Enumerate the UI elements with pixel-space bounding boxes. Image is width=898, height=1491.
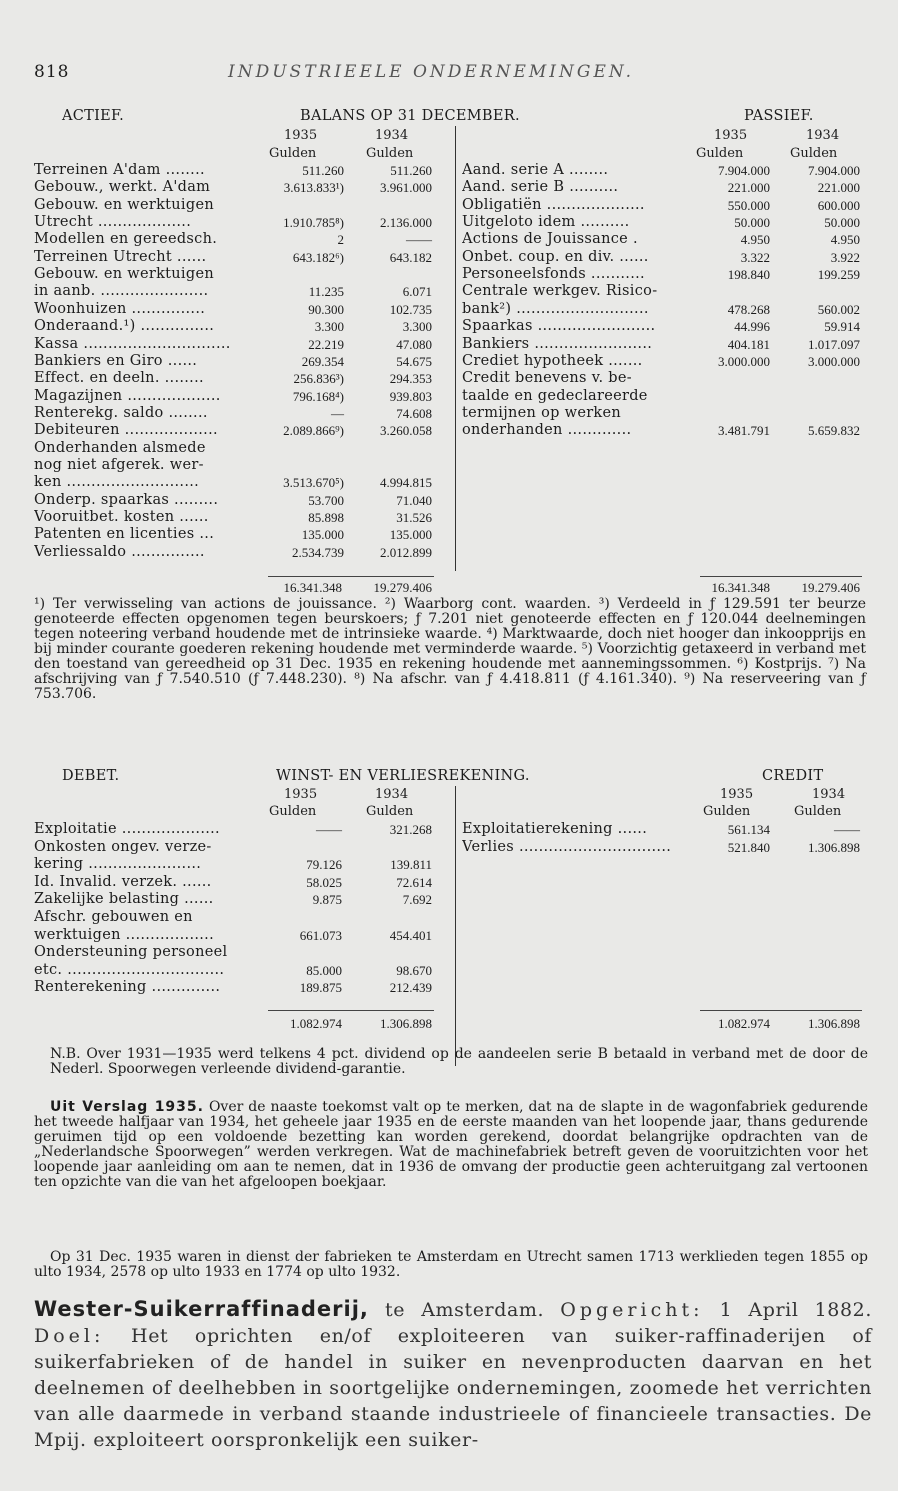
actief-row-value-1935: 135.000 bbox=[301, 527, 344, 543]
verslag-text-1: Over de naaste toekomst valt op te merken, dat na de slapte in de wagonfabriek gedurende het tweede halfjaar van 1934, het geheele jaar 1935 en de eerste maanden van het loopende jaar, thans gedurende geruimen tijd op een voldoende bezetting kan worden gerekend, doordat belangrijke opdrachten van de „Nederlandsche Spoorwegen” werden verkregen. Wat de machinefabriek betreft geven de vooruitzichten voor het loopende jaar aanleiding om aan te nemen, dat in 1936 de omvang der productie geen achteruitgang zal vertoonen ten opzichte van die van het afgeloopen boekjaar. bbox=[34, 1099, 869, 1190]
passief-row-value-1934: 600.000 bbox=[817, 197, 860, 213]
credit-row-label: Verlies ............................... bbox=[462, 838, 672, 855]
actief-row-label: Magazijnen ................... bbox=[34, 387, 221, 404]
verslag-paragraph-2: Op 31 Dec. 1935 waren in dienst der fabrieken te Amsterdam en Utrecht samen 1713 werklieden tegen 1855 op ulto 1934, 2578 op ulto 1933 en 1774 op ulto 1932. bbox=[34, 1249, 868, 1280]
actief-row-label: Onderp. spaarkas ......... bbox=[34, 491, 219, 508]
passief-row-label: termijnen op werken bbox=[462, 404, 622, 421]
credit-heading: CREDIT bbox=[762, 768, 824, 784]
passief-row-value-1934: 59.914 bbox=[824, 319, 860, 335]
passief-row-label: Credit benevens v. be- bbox=[462, 370, 632, 387]
actief-row-label: Verliessaldo ............... bbox=[34, 543, 205, 560]
debet-row-label: Onkosten ongev. verze- bbox=[34, 838, 212, 855]
passief-row-value-1935: 221.000 bbox=[727, 180, 770, 196]
actief-row-label: Kassa .............................. bbox=[34, 335, 231, 352]
actief-row-value-1934: 102.735 bbox=[389, 301, 432, 317]
actief-row-value-1935: 53.700 bbox=[308, 492, 344, 508]
passief-row-label: Bankiers ........................ bbox=[462, 335, 653, 352]
actief-row-value-1934: 294.353 bbox=[389, 371, 432, 387]
debet-row-label: Zakelijke belasting ...... bbox=[34, 891, 214, 908]
actief-row-value-1935: 3.300 bbox=[314, 319, 344, 335]
actief-row-value-1935: 90.300 bbox=[308, 301, 344, 317]
actief-row-value-1934: 31.526 bbox=[396, 510, 432, 525]
debet-row-label: kering ....................... bbox=[34, 856, 202, 873]
actief-row-value-1935: 1.910.785⁸) bbox=[283, 215, 344, 231]
actief-row-label: Bankiers en Giro ...... bbox=[34, 352, 198, 369]
actief-row-label: Patenten en licenties ... bbox=[34, 526, 215, 543]
actief-row-label: in aanb. ...................... bbox=[34, 283, 209, 300]
passief-row-value-1934: 199.259 bbox=[817, 267, 860, 283]
passief-total-1934: 19.279.406 bbox=[801, 580, 860, 595]
passief-row-value-1934: 50.000 bbox=[824, 215, 860, 231]
wv-title: WINST- EN VERLIESREKENING. bbox=[276, 768, 530, 784]
actief-row-value-1935: 643.182⁶) bbox=[292, 249, 344, 265]
verslag-lead: Uit Verslag 1935. bbox=[50, 1099, 204, 1115]
actief-row-value-1935: 2.089.866⁹) bbox=[283, 423, 344, 439]
debet-row-value-1934: 321.268 bbox=[389, 822, 432, 837]
credit-row-value-1934: —— bbox=[834, 822, 860, 837]
opgericht-date: 1 April 1882. bbox=[719, 1299, 872, 1321]
wv-unit-left-1: Gulden bbox=[269, 804, 317, 819]
passief-total-1935: 16.341.348 bbox=[711, 580, 770, 595]
actief-row-value-1934: 511.260 bbox=[390, 163, 432, 178]
balans-title: BALANS OP 31 DECEMBER. bbox=[300, 108, 520, 124]
passief-row-label: onderhanden ............. bbox=[462, 422, 632, 439]
actief-row-label: Modellen en gereedsch. bbox=[34, 231, 218, 248]
actief-row-value-1934: 6.071 bbox=[402, 284, 432, 300]
actief-row-value-1935: — bbox=[331, 405, 344, 421]
passief-row-value-1935: 198.840 bbox=[727, 267, 770, 283]
debet-row-label: Id. Invalid. verzek. ...... bbox=[34, 873, 212, 890]
actief-row-value-1934: 2.136.000 bbox=[380, 215, 432, 231]
actief-row-value-1934: —— bbox=[406, 232, 432, 248]
debet-row-value-1935: 661.073 bbox=[299, 927, 342, 943]
passief-row-label: Centrale werkgev. Risico- bbox=[462, 283, 658, 300]
credit-total-rule bbox=[700, 1010, 862, 1011]
actief-row-label: ken ........................... bbox=[34, 474, 200, 491]
debet-row-value-1934: 212.439 bbox=[389, 980, 432, 996]
wv-divider bbox=[455, 786, 456, 1066]
passief-row-label: taalde en gedeclareerde bbox=[462, 387, 648, 404]
passief-row-value-1935: 3.322 bbox=[740, 249, 770, 265]
credit-row-value-1935: 521.840 bbox=[727, 839, 770, 855]
passief-heading: PASSIEF. bbox=[744, 108, 814, 124]
debet-row-value-1934: 98.670 bbox=[396, 962, 432, 978]
balans-divider bbox=[455, 126, 456, 571]
actief-row-label: Terreinen A'dam ........ bbox=[34, 162, 205, 178]
actief-row-label: nog niet afgerek. wer- bbox=[34, 456, 204, 473]
debet-row-label: etc. ................................ bbox=[34, 961, 225, 978]
wv-year-1935-right: 1935 bbox=[720, 787, 754, 802]
passief-row-value-1934: 4.950 bbox=[830, 232, 860, 248]
actief-row-value-1934: 47.080 bbox=[396, 336, 432, 352]
actief-row-value-1934: 74.608 bbox=[396, 405, 432, 421]
actief-row-value-1934: 3.300 bbox=[402, 319, 432, 335]
actief-row-value-1935: 85.898 bbox=[308, 510, 344, 525]
debet-row-value-1935: —— bbox=[316, 822, 342, 837]
wv-unit-left-2: Gulden bbox=[366, 804, 414, 819]
actief-row-value-1934: 54.675 bbox=[396, 353, 432, 369]
passief-row-label: Uitgeloto idem .......... bbox=[462, 214, 630, 231]
actief-row-label: Onderhanden alsmede bbox=[34, 439, 206, 456]
balans-unit-left-1: Gulden bbox=[269, 146, 317, 161]
passief-row-value-1934: 7.904.000 bbox=[808, 163, 860, 178]
debet-row-value-1934: 72.614 bbox=[396, 874, 432, 890]
balans-year-1935-right: 1935 bbox=[714, 128, 748, 143]
company-name: Wester-Suikerraffinaderij, bbox=[34, 1297, 369, 1321]
debet-row-value-1935: 85.000 bbox=[306, 962, 342, 978]
debet-total-1934: 1.306.898 bbox=[380, 1016, 432, 1031]
company-place: te Amsterdam. bbox=[385, 1299, 545, 1321]
debet-total-1935: 1.082.974 bbox=[290, 1016, 342, 1031]
running-title: INDUSTRIEELE ONDERNEMINGEN. bbox=[228, 62, 635, 82]
wv-unit-right-2: Gulden bbox=[794, 804, 842, 819]
debet-row-value-1935: 79.126 bbox=[306, 857, 342, 873]
actief-row-value-1934: 2.012.899 bbox=[380, 544, 432, 560]
verslag-paragraph-1 bbox=[34, 1100, 868, 1190]
debet-row-value-1935: 189.875 bbox=[299, 980, 342, 996]
passief-total-rule bbox=[700, 576, 862, 577]
passief-row-label: Onbet. coup. en div. ...... bbox=[462, 248, 649, 265]
passief-row-value-1934: 5.659.832 bbox=[808, 423, 860, 439]
debet-row-label: Afschr. gebouwen en bbox=[34, 909, 193, 925]
actief-row-label: Renterekg. saldo ........ bbox=[34, 404, 208, 421]
actief-row-label: Gebouw. en werktuigen bbox=[34, 266, 214, 283]
doel-text: Het oprichten en/of exploiteeren van suiker-raffinaderijen of suikerfabrieken of de handel in suiker en nevenproducten daarvan en het deelnemen of deelhebben in soortgelijke ondernemingen, zoomede het verrichten van alle daarmede in verband staande industrieele of financieele transacties. De Mpij. exploiteert oorspronkelijk een suiker- bbox=[34, 1325, 872, 1451]
nb-note: N.B. Over 1931—1935 werd telkens 4 pct. dividend op de aandeelen serie B betaald in verband met de door de Nederl. Spoorwegen verleende dividend-garantie. bbox=[50, 1046, 868, 1077]
actief-row-value-1935: 11.235 bbox=[308, 284, 344, 300]
actief-row-value-1934: 3.260.058 bbox=[380, 423, 432, 439]
actief-row-value-1935: 2 bbox=[337, 232, 344, 248]
actief-row-value-1934: 71.040 bbox=[396, 492, 432, 508]
actief-row-value-1935: 796.168⁴) bbox=[292, 388, 344, 404]
debet-heading: DEBET. bbox=[62, 768, 120, 784]
wv-year-1935-left: 1935 bbox=[284, 787, 318, 802]
credit-row-label: Exploitatierekening ...... bbox=[462, 821, 648, 837]
actief-row-value-1935: 3.613.833¹) bbox=[283, 180, 344, 196]
actief-total-1934: 19.279.406 bbox=[373, 580, 432, 595]
debet-row-label: Ondersteuning personeel bbox=[34, 944, 228, 961]
actief-row-value-1935: 511.260 bbox=[302, 163, 344, 178]
passief-row-label: Aand. serie B .......... bbox=[462, 179, 619, 196]
passief-row-value-1935: 478.268 bbox=[727, 301, 770, 317]
balans-footnotes: ¹) Ter verwisseling van actions de jouissance. ²) Waarborg cont. waarden. ³) Verdeeld in ƒ 129.591 ter beurze genoteerde effecten opgenomen tegen beurskoers; ƒ 7.201 niet genoteerde effecten en ƒ 120.044 deelnemingen tegen noteering verband houdende met de intrinsieke waarde. ⁴) Marktwaarde, doch niet hooger dan inkoopprijs en bij minder courante goederen rekening houdende met verminderde waarde. ⁵) Voorzichtig getaxeerd in verband met den toestand van gereedheid op 31 Dec. 1935 en rekening houdende met aannemingssommen. ⁶) Kostprijs. ⁷) Na afschrijving van ƒ 7.540.510 (ƒ 7.448.230). ⁸) Na afschr. van ƒ 4.418.811 (ƒ 4.161.340). ⁹) Na reserveering van ƒ 753.706. bbox=[34, 596, 866, 702]
actief-row-value-1934: 135.000 bbox=[389, 527, 432, 543]
passief-row-value-1935: 50.000 bbox=[734, 215, 770, 231]
passief-row-label: Personeelsfonds ........... bbox=[462, 266, 645, 283]
debet-row-value-1934: 454.401 bbox=[389, 927, 432, 943]
actief-row-value-1934: 4.994.815 bbox=[380, 475, 432, 491]
passief-row-value-1934: 560.002 bbox=[817, 301, 860, 317]
passief-row-value-1934: 221.000 bbox=[817, 180, 860, 196]
passief-row-label: Crediet hypotheek ....... bbox=[462, 352, 643, 369]
debet-row-label: Exploitatie .................... bbox=[34, 821, 220, 837]
passief-row-label: Aand. serie A ........ bbox=[462, 162, 609, 178]
actief-row-label: Terreinen Utrecht ...... bbox=[34, 248, 207, 265]
doel-label: Doel: bbox=[34, 1325, 105, 1347]
debet-row-value-1935: 58.025 bbox=[306, 874, 342, 890]
actief-row-label: Gebouw. en werktuigen bbox=[34, 196, 214, 213]
passief-row-value-1935: 7.904.000 bbox=[718, 163, 770, 178]
debet-row-label: Renterekening .............. bbox=[34, 979, 221, 996]
passief-row-value-1935: 404.181 bbox=[727, 336, 770, 352]
actief-row-label: Vooruitbet. kosten ...... bbox=[34, 509, 209, 525]
passief-row-label: Actions de Jouissance . bbox=[462, 231, 638, 248]
actief-row-value-1935: 2.534.739 bbox=[292, 544, 344, 560]
balans-unit-right-2: Gulden bbox=[790, 146, 838, 161]
opgericht-label: Opgericht: bbox=[560, 1299, 704, 1321]
passief-row-label: Obligatiën .................... bbox=[462, 196, 645, 213]
credit-total-1935: 1.082.974 bbox=[718, 1016, 770, 1031]
page-number: 818 bbox=[34, 62, 70, 82]
debet-total-rule bbox=[268, 1010, 434, 1011]
actief-total-rule bbox=[268, 576, 434, 577]
wv-year-1934-left: 1934 bbox=[375, 787, 409, 802]
balans-unit-left-2: Gulden bbox=[366, 146, 414, 161]
passief-row-value-1935: 3.481.791 bbox=[718, 423, 770, 439]
actief-row-label: Debiteuren ................... bbox=[34, 422, 218, 439]
actief-row-value-1935: 3.513.670⁵) bbox=[283, 475, 344, 491]
passief-row-value-1935: 44.996 bbox=[734, 319, 770, 335]
wv-unit-right-1: Gulden bbox=[703, 804, 751, 819]
passief-row-value-1935: 4.950 bbox=[740, 232, 770, 248]
actief-row-label: Effect. en deeln. ........ bbox=[34, 370, 204, 387]
actief-row-label: Woonhuizen ............... bbox=[34, 300, 206, 317]
actief-row-label: Utrecht ................... bbox=[34, 214, 192, 231]
balans-unit-right-1: Gulden bbox=[696, 146, 744, 161]
passief-row-value-1934: 3.922 bbox=[830, 249, 860, 265]
actief-total-1935: 16.341.348 bbox=[283, 580, 342, 595]
passief-row-value-1935: 550.000 bbox=[727, 197, 770, 213]
passief-row-label: bank²) ........................... bbox=[462, 300, 649, 317]
balans-year-1934-left: 1934 bbox=[375, 128, 409, 143]
debet-row-value-1934: 139.811 bbox=[390, 857, 432, 873]
wv-year-1934-right: 1934 bbox=[812, 787, 846, 802]
debet-row-label: werktuigen .................. bbox=[34, 926, 214, 943]
passief-row-value-1934: 3.000.000 bbox=[808, 353, 860, 369]
balans-year-1935-left: 1935 bbox=[284, 128, 318, 143]
credit-total-1934: 1.306.898 bbox=[808, 1016, 860, 1031]
actief-row-value-1934: 939.803 bbox=[389, 388, 432, 404]
actief-heading: ACTIEF. bbox=[62, 108, 125, 124]
actief-row-label: Gebouw., werkt. A'dam bbox=[34, 179, 211, 196]
actief-row-value-1935: 269.354 bbox=[301, 353, 344, 369]
actief-row-value-1934: 643.182 bbox=[389, 249, 432, 265]
debet-row-value-1935: 9.875 bbox=[312, 892, 342, 908]
credit-row-value-1934: 1.306.898 bbox=[808, 839, 860, 855]
actief-row-value-1935: 256.836³) bbox=[293, 371, 344, 387]
passief-row-label: Spaarkas ........................ bbox=[462, 318, 656, 335]
credit-row-value-1935: 561.134 bbox=[727, 822, 770, 837]
actief-row-value-1934: 3.961.000 bbox=[380, 180, 432, 196]
wester-entry bbox=[34, 1296, 872, 1453]
actief-row-value-1935: 22.219 bbox=[308, 336, 344, 352]
passief-row-value-1935: 3.000.000 bbox=[718, 353, 770, 369]
passief-row-value-1934: 1.017.097 bbox=[808, 336, 860, 352]
actief-row-label: Onderaand.¹) ............... bbox=[34, 318, 215, 335]
balans-year-1934-right: 1934 bbox=[806, 128, 840, 143]
debet-row-value-1934: 7.692 bbox=[402, 892, 432, 908]
